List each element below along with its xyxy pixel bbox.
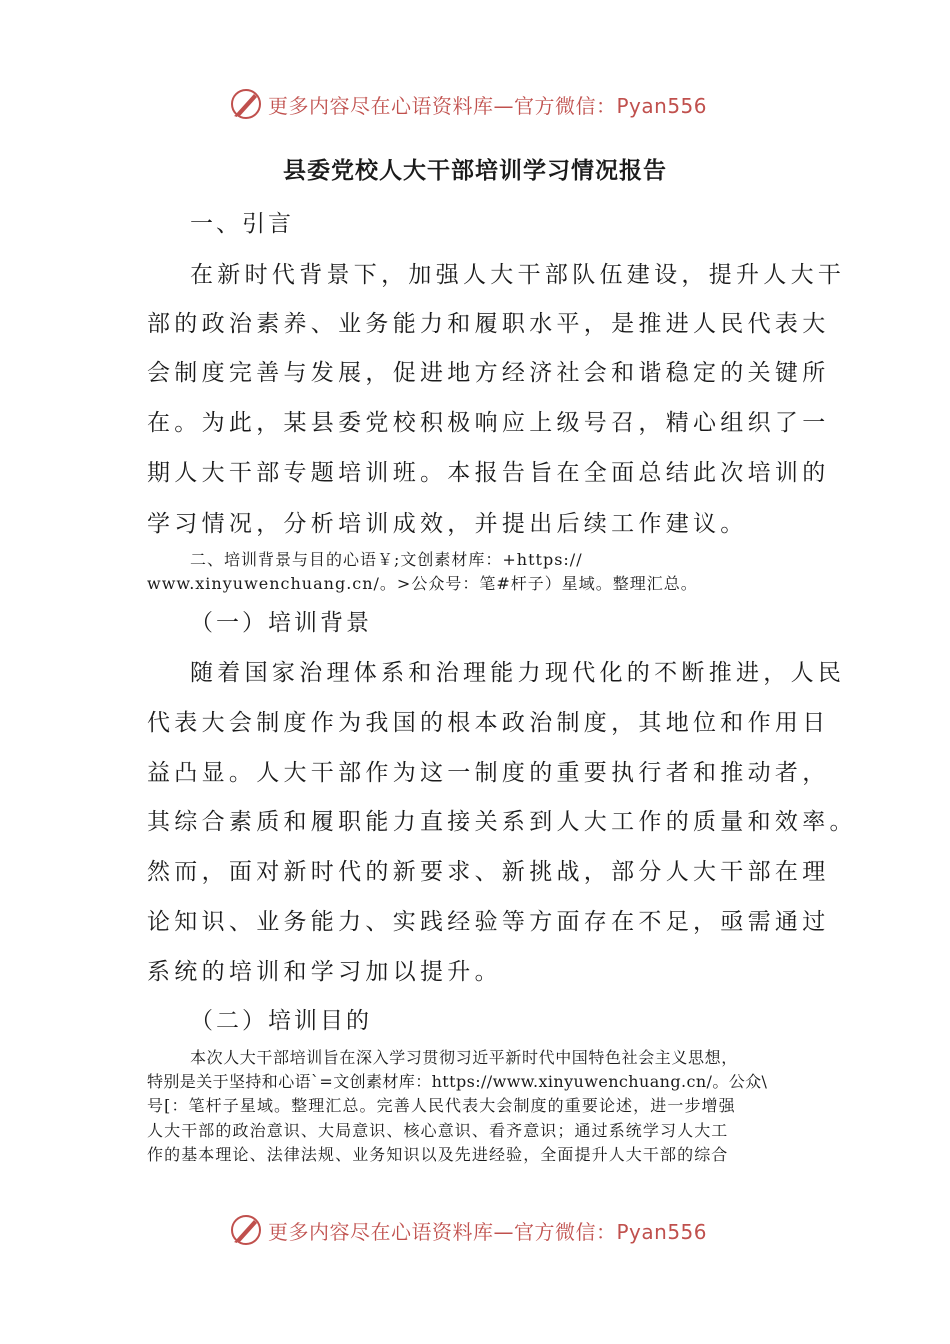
paragraph-line: 代表大会制度作为我国的根本政治制度，其地位和作用日 xyxy=(147,710,830,736)
banner-text: 更多内容尽在心语资料库—官方微信：Pyan556 xyxy=(268,93,708,118)
section-heading-intro: 一、引言 xyxy=(190,211,294,237)
small-text-line: www.xinyuwenchuang.cn/。>公众号：笔#杆子）星域。整理汇总。 xyxy=(147,574,698,593)
pen-logo-icon xyxy=(228,86,264,122)
pen-logo-icon xyxy=(228,1212,264,1248)
footer-watermark-banner xyxy=(228,1210,728,1250)
paragraph-line: 会制度完善与发展，促进地方经济社会和谐稳定的关键所 xyxy=(147,360,830,386)
document-title: 县委党校人大干部培训学习情况报告 xyxy=(283,157,667,184)
small-text-line: 号[：笔杆子星域。整理汇总。完善人民代表大会制度的重要论述，进一步增强 xyxy=(147,1096,736,1115)
paragraph-line: 部的政治素养、业务能力和履职水平，是推进人民代表大 xyxy=(147,311,830,337)
subsection-heading-purpose: （二）培训目的 xyxy=(190,1008,372,1034)
paragraph-line: 论知识、业务能力、实践经验等方面存在不足，亟需通过 xyxy=(147,909,830,935)
paragraph-line: 在。为此，某县委党校积极响应上级号召，精心组织了一 xyxy=(147,410,830,436)
paragraph-line: 其综合素质和履职能力直接关系到人大工作的质量和效率。 xyxy=(147,809,857,835)
paragraph-line: 然而，面对新时代的新要求、新挑战，部分人大干部在理 xyxy=(147,859,830,885)
paragraph-line: 随着国家治理体系和治理能力现代化的不断推进，人民 xyxy=(190,660,846,686)
paragraph-line: 学习情况，分析培训成效，并提出后续工作建议。 xyxy=(147,511,748,537)
subsection-heading-background: （一）培训背景 xyxy=(190,610,372,636)
header-watermark-banner xyxy=(228,84,728,124)
paragraph-line: 在新时代背景下，加强人大干部队伍建设，提升人大干 xyxy=(190,262,846,288)
paragraph-line: 期人大干部专题培训班。本报告旨在全面总结此次培训的 xyxy=(147,460,830,486)
small-text-line: 作的基本理论、法律法规、业务知识以及先进经验，全面提升人大干部的综合 xyxy=(147,1145,729,1164)
paragraph-line: 益凸显。人大干部作为这一制度的重要执行者和推动者， xyxy=(147,760,830,786)
banner-text: 更多内容尽在心语资料库—官方微信：Pyan556 xyxy=(268,1219,708,1244)
small-text-line: 本次人大干部培训旨在深入学习贯彻习近平新时代中国特色社会主义思想， xyxy=(190,1048,738,1067)
small-text-line: 特别是关于坚持和心语`=文创素材库：https://www.xinyuwenchuang.cn/。公众\ xyxy=(147,1072,768,1091)
section-heading-background-small: 二、培训背景与目的心语￥;文创素材库：+https:// xyxy=(190,550,583,569)
paragraph-line: 系统的培训和学习加以提升。 xyxy=(147,959,502,985)
small-text-line: 人大干部的政治意识、大局意识、核心意识、看齐意识；通过系统学习人大工 xyxy=(147,1121,729,1140)
